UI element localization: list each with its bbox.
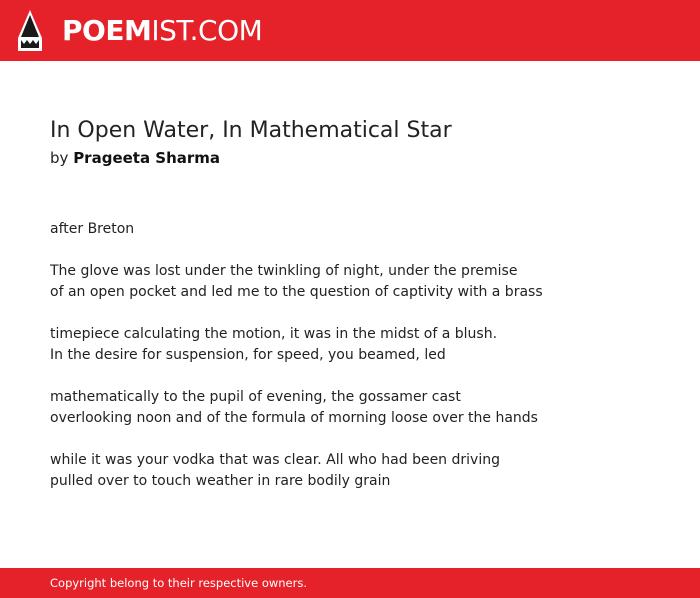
poem-line: In the desire for suspension, for speed, you beamed, led <box>50 347 446 363</box>
stanza-break <box>50 429 670 450</box>
poem-body <box>50 219 670 492</box>
site-logo[interactable] <box>62 13 262 49</box>
poem-line: pulled over to touch weather in rare bodily grain <box>50 473 391 489</box>
poem-line: mathematically to the pupil of evening, the gossamer cast <box>50 389 461 405</box>
poem-line: of an open pocket and led me to the question of captivity with a brass <box>50 284 543 300</box>
stanza-break <box>50 303 670 324</box>
poem-line: overlooking noon and of the formula of morning loose over the hands <box>50 410 538 426</box>
poem-line: while it was your vodka that was clear. All who had been driving <box>50 452 500 468</box>
logo-strong-text: POEM <box>62 14 152 47</box>
poem-title: In Open Water, In Mathematical Star <box>50 118 452 143</box>
stanza-break <box>50 240 670 261</box>
poem-line: The glove was lost under the twinkling of night, under the premise <box>50 263 518 279</box>
pencil-icon[interactable] <box>18 10 42 51</box>
by-label: by <box>50 149 69 167</box>
poem-header <box>50 116 670 169</box>
epigraph: after Breton <box>50 221 135 237</box>
copyright-text: Copyright belong to their respective owners. <box>50 576 308 590</box>
site-header <box>0 0 700 61</box>
logo-light-text: IST.COM <box>151 14 263 47</box>
author-name: Prageeta Sharma <box>73 149 221 167</box>
poem-line: timepiece calculating the motion, it was in the midst of a blush. <box>50 326 498 342</box>
stanza-break <box>50 366 670 387</box>
byline <box>50 147 670 169</box>
site-footer <box>0 568 700 598</box>
